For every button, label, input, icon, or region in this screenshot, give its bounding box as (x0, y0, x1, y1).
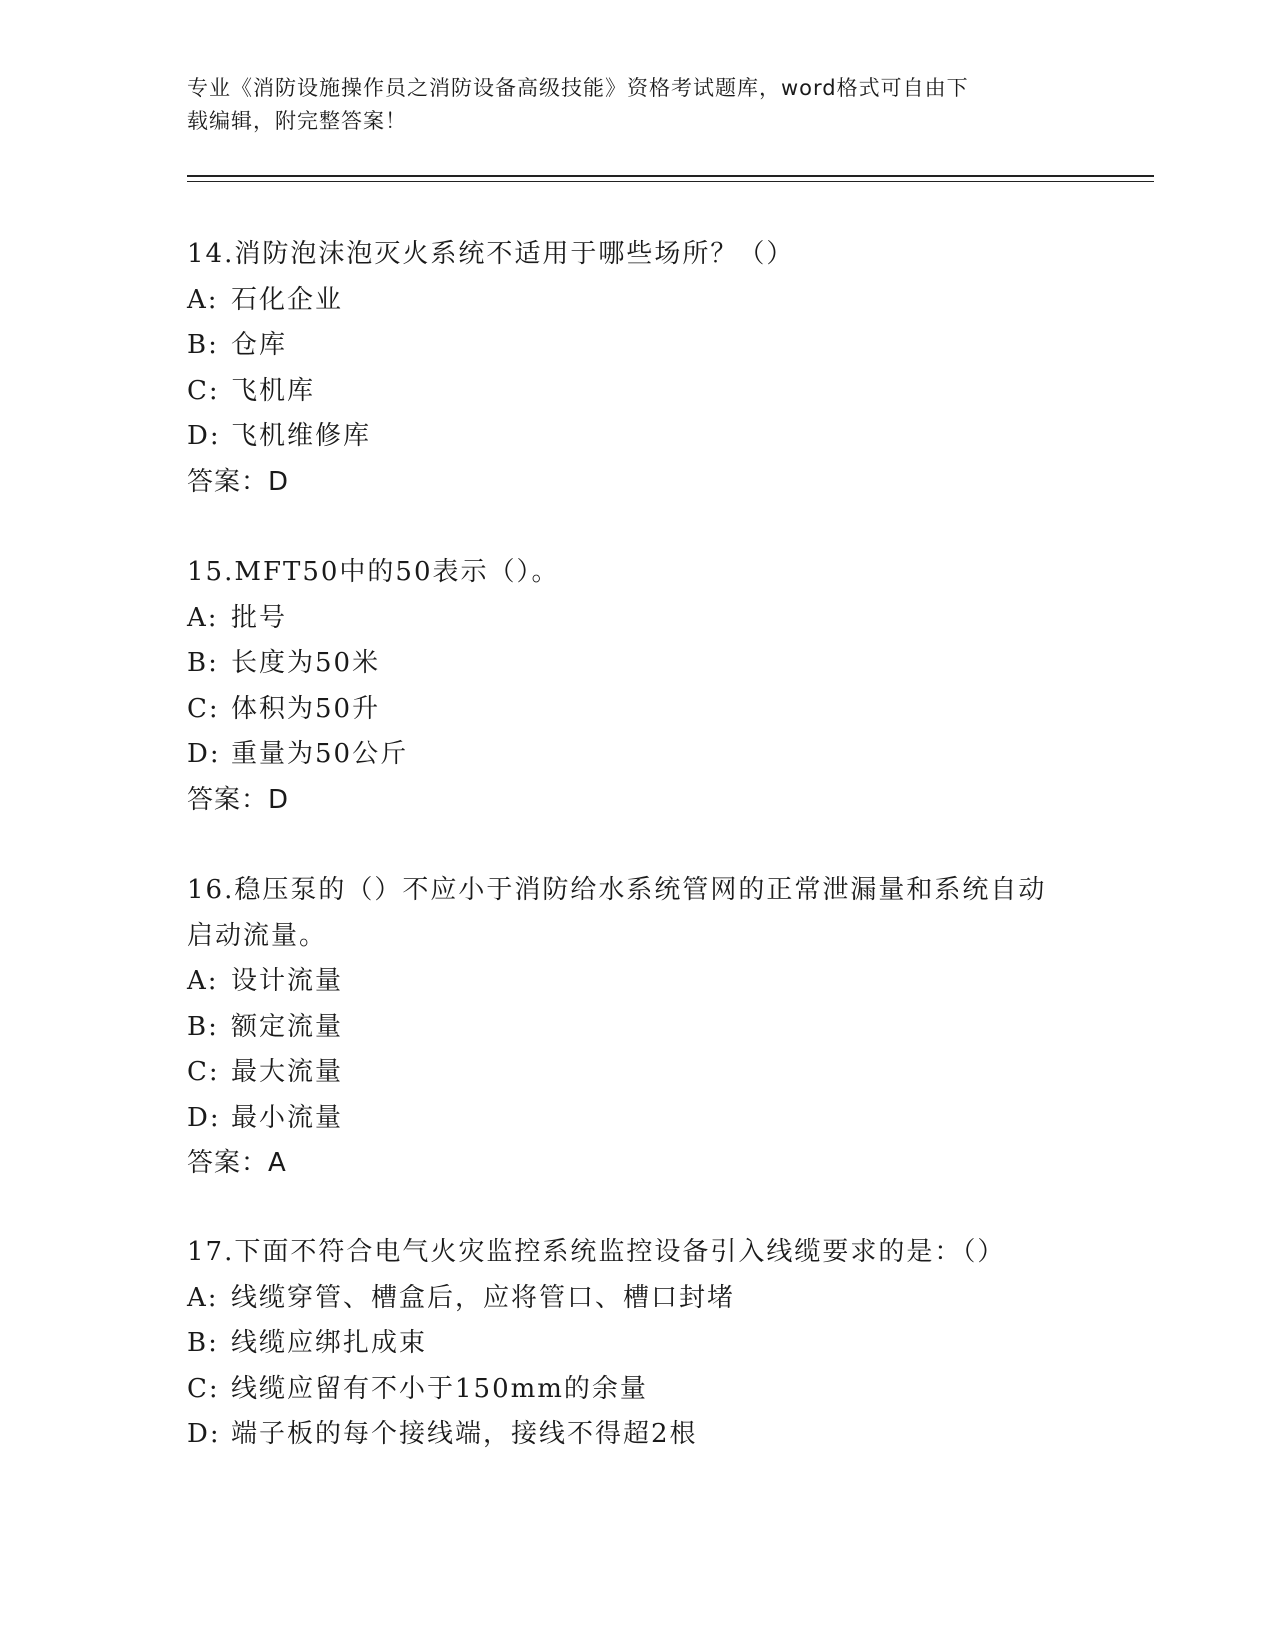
option-label: B: (187, 330, 219, 360)
option-text: 端子板的每个接线端，接线不得超2根 (231, 1419, 698, 1449)
option-label: C: (187, 1057, 220, 1087)
option-text: 长度为50米 (231, 648, 381, 678)
header-divider-thin (187, 181, 1154, 182)
option-text: 重量为50公斤 (231, 739, 409, 769)
option-c (187, 1367, 1087, 1413)
option-a (187, 596, 1087, 642)
option-label: A: (187, 284, 219, 315)
answer: 答案：A (187, 1148, 287, 1178)
option-text: 设计流量 (231, 966, 344, 996)
option-label: D: (187, 1419, 221, 1449)
option-a (187, 959, 1087, 1005)
option-label: A: (187, 602, 219, 633)
option-d (187, 732, 1087, 778)
header-line-2: 载编辑，附完整答案！ (187, 109, 407, 133)
header-line-1: 专业《消防设施操作员之消防设备高级技能》资格考试题库，word格式可自由下 (187, 76, 969, 100)
option-b (187, 323, 1087, 369)
option-label: D: (187, 1102, 221, 1133)
option-label: C: (187, 375, 220, 406)
option-text: 批号 (231, 602, 288, 633)
option-d (187, 1096, 1087, 1142)
option-text: 最大流量 (231, 1057, 344, 1087)
option-label: A: (187, 966, 219, 996)
question-stem-continued: 启动流量。 (187, 920, 328, 951)
answer: 答案：D (187, 784, 290, 815)
option-c (187, 369, 1087, 415)
option-b (187, 641, 1087, 687)
option-d (187, 1412, 1087, 1458)
question-16 (187, 868, 1087, 1187)
option-label: B: (187, 648, 219, 678)
option-text: 体积为50升 (231, 693, 381, 724)
option-text: 仓库 (231, 330, 288, 360)
question-stem: 14.消防泡沫泡灭火系统不适用于哪些场所？（） (187, 239, 795, 269)
option-b (187, 1321, 1087, 1367)
option-label: D: (187, 739, 221, 769)
option-label: C: (187, 693, 220, 724)
option-text: 飞机库 (231, 375, 316, 406)
option-label: D: (187, 421, 221, 451)
option-a (187, 1276, 1087, 1322)
question-14 (187, 232, 1087, 505)
option-label: B: (187, 1011, 219, 1042)
option-a (187, 278, 1087, 324)
document-header (187, 72, 1087, 138)
header-divider-thick (187, 175, 1154, 177)
option-label: A: (187, 1282, 219, 1313)
option-label: B: (187, 1328, 219, 1358)
option-text: 额定流量 (231, 1011, 344, 1042)
answer: 答案：D (187, 466, 290, 497)
question-17 (187, 1230, 1087, 1458)
option-d (187, 414, 1087, 460)
option-text: 线缆穿管、槽盒后，应将管口、槽口封堵 (231, 1282, 736, 1313)
question-15 (187, 550, 1087, 823)
option-text: 线缆应绑扎成束 (231, 1328, 428, 1358)
option-text: 线缆应留有不小于150mm的余量 (231, 1373, 648, 1404)
option-text: 飞机维修库 (231, 421, 372, 451)
option-text: 石化企业 (231, 284, 344, 315)
question-stem: 16.稳压泵的（）不应小于消防给水系统管网的正常泄漏量和系统自动 (187, 875, 1047, 905)
question-stem: 15.MFT50中的50表示（）。 (187, 557, 560, 587)
option-text: 最小流量 (231, 1102, 344, 1133)
option-c (187, 1050, 1087, 1096)
option-label: C: (187, 1373, 220, 1404)
question-stem: 17.下面不符合电气火灾监控系统监控设备引入线缆要求的是：（） (187, 1237, 1006, 1267)
option-b (187, 1005, 1087, 1051)
option-c (187, 687, 1087, 733)
